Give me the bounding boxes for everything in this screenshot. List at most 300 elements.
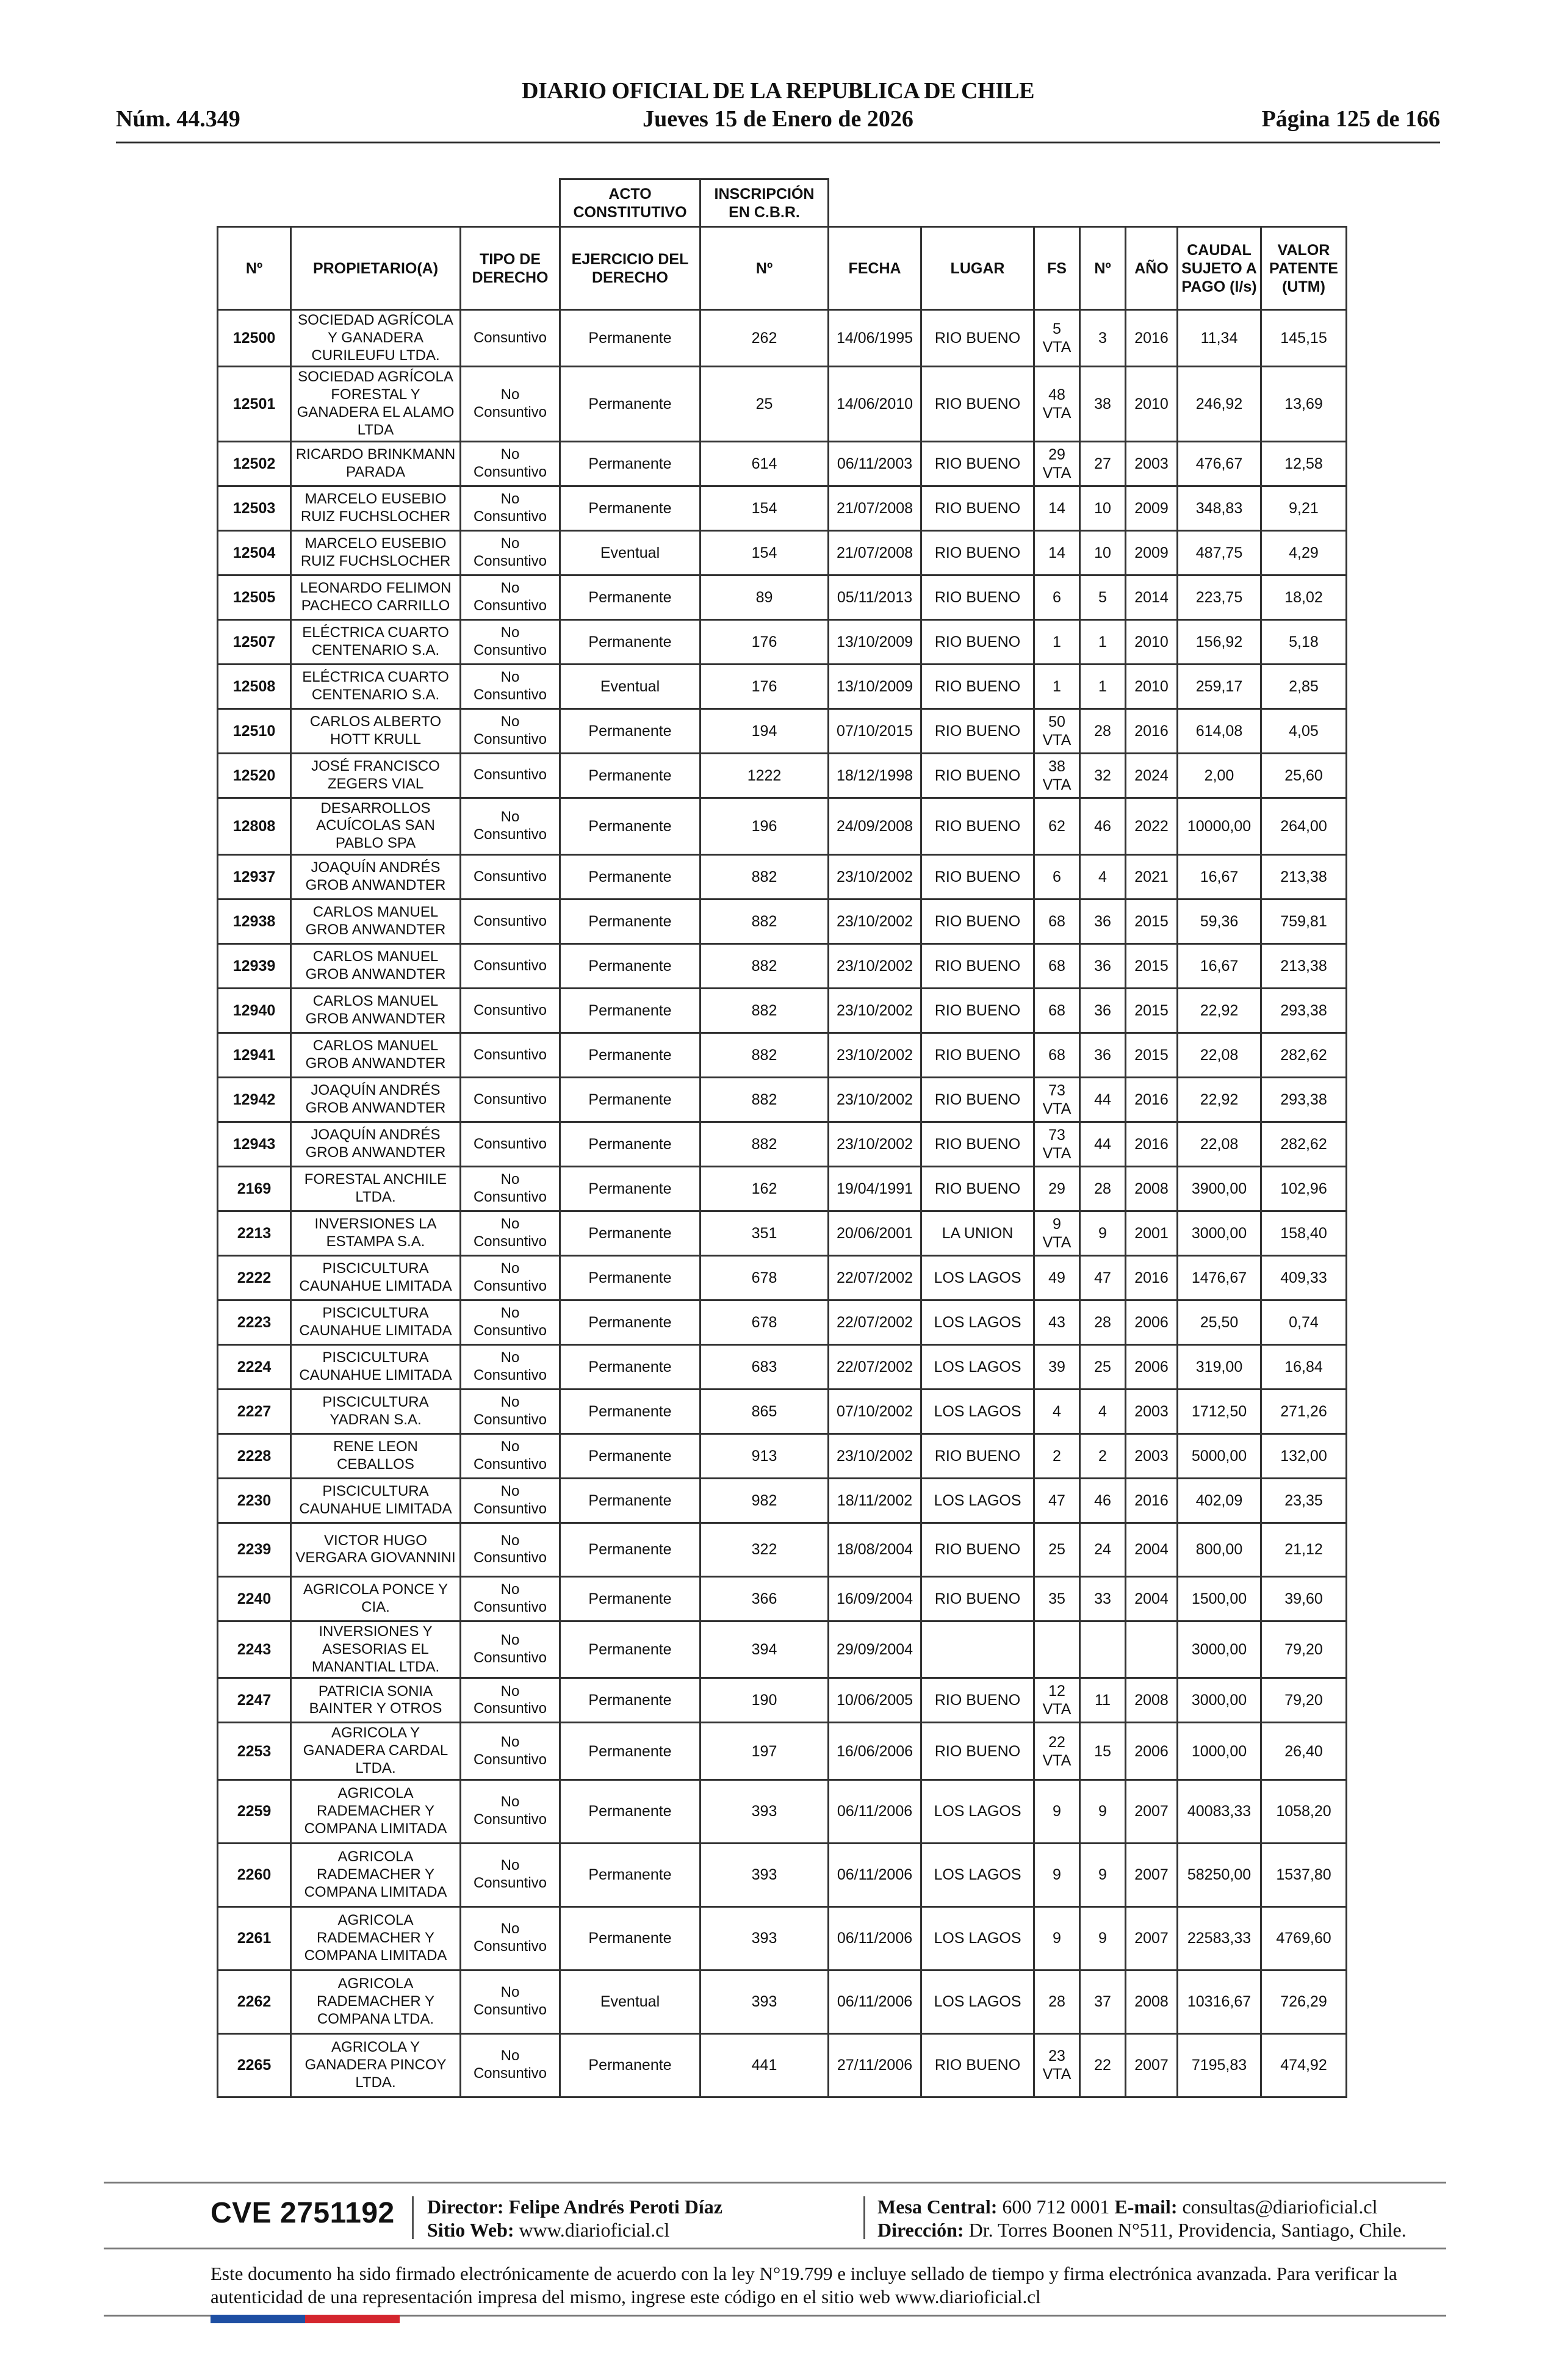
cell-inscripcion-numero: 678 <box>701 1255 829 1300</box>
cell-valor-patente: 18,02 <box>1261 575 1347 619</box>
cell-numero-registro: 1 <box>1080 619 1126 664</box>
cell-anio: 2007 <box>1126 2033 1178 2097</box>
cell-propietario: LEONARDO FELIMON PACHECO CARRILLO <box>291 575 461 619</box>
blank-header <box>218 179 291 227</box>
email-label: E-mail: <box>1114 2196 1178 2218</box>
cell-fs: 9 VTA <box>1034 1211 1080 1255</box>
cell-valor-patente: 271,26 <box>1261 1389 1347 1433</box>
cell-caudal: 10000,00 <box>1178 798 1261 854</box>
cell-anio: 2003 <box>1126 1389 1178 1433</box>
cell-numero: 12500 <box>218 310 291 367</box>
cell-inscripcion-numero: 394 <box>701 1621 829 1678</box>
cell-fs: 4 <box>1034 1389 1080 1433</box>
cell-fecha: 29/09/2004 <box>829 1621 921 1678</box>
cell-fecha: 23/10/2002 <box>829 943 921 988</box>
cell-numero: 2253 <box>218 1723 291 1780</box>
cell-fecha: 06/11/2006 <box>829 1843 921 1906</box>
cell-lugar: RIO BUENO <box>921 1166 1034 1211</box>
cell-fecha: 23/10/2002 <box>829 1122 921 1166</box>
table-row <box>218 1033 1347 1077</box>
cell-caudal: 614,08 <box>1178 709 1261 753</box>
cell-valor-patente: 1537,80 <box>1261 1843 1347 1906</box>
cell-anio: 2015 <box>1126 988 1178 1033</box>
cell-anio: 2014 <box>1126 575 1178 619</box>
cell-caudal: 3000,00 <box>1178 1678 1261 1723</box>
cell-inscripcion-numero: 882 <box>701 854 829 899</box>
cell-valor-patente: 79,20 <box>1261 1678 1347 1723</box>
cell-valor-patente: 293,38 <box>1261 988 1347 1033</box>
cell-caudal: 402,09 <box>1178 1478 1261 1523</box>
cell-valor-patente: 293,38 <box>1261 1077 1347 1122</box>
cell-valor-patente: 4769,60 <box>1261 1906 1347 1970</box>
cell-numero-registro: 28 <box>1080 709 1126 753</box>
cell-fecha: 18/11/2002 <box>829 1478 921 1523</box>
table-row <box>218 530 1347 575</box>
cell-tipo-derecho: No Consuntivo <box>461 1255 560 1300</box>
issue-number: Núm. 44.349 <box>116 106 240 132</box>
table-row <box>218 1970 1347 2033</box>
cell-propietario: PATRICIA SONIA BAINTER Y OTROS <box>291 1678 461 1723</box>
col-header-caudal: CAUDAL SUJETO A PAGO (l/s) <box>1178 227 1261 310</box>
cell-numero-registro: 3 <box>1080 310 1126 367</box>
table-row <box>218 1843 1347 1906</box>
cell-inscripcion-numero: 393 <box>701 1843 829 1906</box>
cell-fs: 38 VTA <box>1034 753 1080 798</box>
cell-ejercicio: Permanente <box>560 619 701 664</box>
table-row <box>218 709 1347 753</box>
col-header-tipo-derecho: TIPO DE DERECHO <box>461 227 560 310</box>
cell-inscripcion-numero: 196 <box>701 798 829 854</box>
cell-anio: 2007 <box>1126 1906 1178 1970</box>
table-row <box>218 1344 1347 1389</box>
cell-tipo-derecho: No Consuntivo <box>461 664 560 709</box>
table-row <box>218 664 1347 709</box>
cell-valor-patente: 2,85 <box>1261 664 1347 709</box>
page-number: Página 125 de 166 <box>1261 106 1440 132</box>
cell-fecha: 23/10/2002 <box>829 854 921 899</box>
cell-inscripcion-numero: 882 <box>701 1077 829 1122</box>
table-row <box>218 310 1347 367</box>
cell-propietario: SOCIEDAD AGRÍCOLA Y GANADERA CURILEUFU LTDA. <box>291 310 461 367</box>
cell-tipo-derecho: No Consuntivo <box>461 1166 560 1211</box>
cell-lugar: LA UNION <box>921 1211 1034 1255</box>
col-header-anio: AÑO <box>1126 227 1178 310</box>
cell-propietario: AGRICOLA RADEMACHER Y COMPANA LIMITADA <box>291 1906 461 1970</box>
cell-lugar: LOS LAGOS <box>921 1300 1034 1344</box>
cell-valor-patente: 102,96 <box>1261 1166 1347 1211</box>
cell-lugar: RIO BUENO <box>921 664 1034 709</box>
web-label: Sitio Web: <box>427 2219 514 2241</box>
cell-tipo-derecho: Consuntivo <box>461 854 560 899</box>
cell-caudal: 11,34 <box>1178 310 1261 367</box>
cell-propietario: MARCELO EUSEBIO RUIZ FUCHSLOCHER <box>291 530 461 575</box>
legal-notice: Este documento ha sido firmado electrónicamente de acuerdo con la ley N°19.799 e incluye sellado de tiempo y firma electrónica avanzada. Para verificar la autenticidad de una representación impresa del mismo, ingrese este código en el sitio web www.diarioficial.cl <box>211 2263 1397 2307</box>
cell-numero-registro: 44 <box>1080 1077 1126 1122</box>
cell-fs: 68 <box>1034 899 1080 943</box>
cell-lugar: RIO BUENO <box>921 899 1034 943</box>
cell-fecha: 10/06/2005 <box>829 1678 921 1723</box>
cell-fs: 68 <box>1034 1033 1080 1077</box>
cell-fecha: 18/08/2004 <box>829 1523 921 1576</box>
cell-ejercicio: Permanente <box>560 1344 701 1389</box>
cell-ejercicio: Permanente <box>560 1166 701 1211</box>
cell-lugar: RIO BUENO <box>921 753 1034 798</box>
cell-ejercicio: Permanente <box>560 1077 701 1122</box>
cell-fecha: 22/07/2002 <box>829 1255 921 1300</box>
cell-numero-registro: 46 <box>1080 1478 1126 1523</box>
cell-numero: 12938 <box>218 899 291 943</box>
cell-ejercicio: Permanente <box>560 2033 701 2097</box>
cell-propietario: JOAQUÍN ANDRÉS GROB ANWANDTER <box>291 1122 461 1166</box>
cell-anio: 2010 <box>1126 664 1178 709</box>
cell-tipo-derecho: No Consuntivo <box>461 1523 560 1576</box>
cell-inscripcion-numero: 865 <box>701 1389 829 1433</box>
address-value: Dr. Torres Boonen N°511, Providencia, Santiago, Chile. <box>968 2219 1407 2241</box>
cell-lugar <box>921 1621 1034 1678</box>
cell-valor-patente: 264,00 <box>1261 798 1347 854</box>
cell-tipo-derecho: No Consuntivo <box>461 2033 560 2097</box>
cell-anio: 2006 <box>1126 1300 1178 1344</box>
cell-valor-patente: 0,74 <box>1261 1300 1347 1344</box>
cell-propietario: AGRICOLA RADEMACHER Y COMPANA LIMITADA <box>291 1780 461 1843</box>
cell-tipo-derecho: No Consuntivo <box>461 1300 560 1344</box>
cell-numero-registro: 5 <box>1080 575 1126 619</box>
cell-ejercicio: Permanente <box>560 1621 701 1678</box>
cell-inscripcion-numero: 441 <box>701 2033 829 2097</box>
cell-inscripcion-numero: 194 <box>701 709 829 753</box>
cell-numero-registro: 38 <box>1080 367 1126 441</box>
cell-numero-registro: 32 <box>1080 753 1126 798</box>
cell-propietario: JOAQUÍN ANDRÉS GROB ANWANDTER <box>291 854 461 899</box>
cell-numero: 12939 <box>218 943 291 988</box>
cell-tipo-derecho: No Consuntivo <box>461 798 560 854</box>
cell-ejercicio: Permanente <box>560 441 701 486</box>
cell-propietario: RICARDO BRINKMANN PARADA <box>291 441 461 486</box>
cell-numero-registro: 27 <box>1080 441 1126 486</box>
cell-anio: 2009 <box>1126 486 1178 530</box>
cell-inscripcion-numero: 913 <box>701 1433 829 1478</box>
cell-caudal: 22,92 <box>1178 1077 1261 1122</box>
cell-fs: 1 <box>1034 664 1080 709</box>
cell-numero-registro: 33 <box>1080 1576 1126 1621</box>
cell-valor-patente: 12,58 <box>1261 441 1347 486</box>
table-row <box>218 1211 1347 1255</box>
col-header-ejercicio: EJERCICIO DEL DERECHO <box>560 227 701 310</box>
cell-numero: 12503 <box>218 486 291 530</box>
cell-numero-registro: 37 <box>1080 1970 1126 2033</box>
table-row <box>218 798 1347 854</box>
footer-separator <box>412 2196 414 2239</box>
cell-ejercicio: Permanente <box>560 854 701 899</box>
cell-valor-patente: 282,62 <box>1261 1122 1347 1166</box>
cell-anio: 2009 <box>1126 530 1178 575</box>
cell-anio: 2010 <box>1126 619 1178 664</box>
cell-lugar: RIO BUENO <box>921 1077 1034 1122</box>
cell-valor-patente: 282,62 <box>1261 1033 1347 1077</box>
cell-numero-registro: 9 <box>1080 1906 1126 1970</box>
cell-inscripcion-numero: 89 <box>701 575 829 619</box>
table-row <box>218 1723 1347 1780</box>
cell-fs: 29 VTA <box>1034 441 1080 486</box>
cell-numero: 2227 <box>218 1389 291 1433</box>
cell-fs: 6 <box>1034 854 1080 899</box>
page-header <box>116 76 1440 143</box>
cell-numero: 2243 <box>218 1621 291 1678</box>
cell-caudal: 319,00 <box>1178 1344 1261 1389</box>
cell-caudal: 22,08 <box>1178 1033 1261 1077</box>
cell-numero-registro: 10 <box>1080 486 1126 530</box>
footer-divider <box>104 2248 1446 2249</box>
cell-lugar: RIO BUENO <box>921 619 1034 664</box>
cell-valor-patente: 26,40 <box>1261 1723 1347 1780</box>
cell-caudal: 1476,67 <box>1178 1255 1261 1300</box>
cell-numero-registro: 4 <box>1080 1389 1126 1433</box>
cell-numero-registro: 10 <box>1080 530 1126 575</box>
cell-propietario: DESARROLLOS ACUÍCOLAS SAN PABLO SPA <box>291 798 461 854</box>
cell-lugar: RIO BUENO <box>921 943 1034 988</box>
cell-propietario: MARCELO EUSEBIO RUIZ FUCHSLOCHER <box>291 486 461 530</box>
table-row <box>218 1300 1347 1344</box>
cell-propietario: JOAQUÍN ANDRÉS GROB ANWANDTER <box>291 1077 461 1122</box>
cell-numero: 12941 <box>218 1033 291 1077</box>
table-row <box>218 988 1347 1033</box>
cell-fs: 43 <box>1034 1300 1080 1344</box>
col-header-lugar: LUGAR <box>921 227 1034 310</box>
cell-fecha: 13/10/2009 <box>829 619 921 664</box>
cell-fecha: 23/10/2002 <box>829 988 921 1033</box>
cell-fecha: 07/10/2002 <box>829 1389 921 1433</box>
cell-tipo-derecho: No Consuntivo <box>461 1621 560 1678</box>
cell-numero: 2228 <box>218 1433 291 1478</box>
cell-fecha: 23/10/2002 <box>829 1077 921 1122</box>
cell-caudal: 22,92 <box>1178 988 1261 1033</box>
director-block <box>427 2195 722 2241</box>
cell-numero: 12504 <box>218 530 291 575</box>
cell-lugar: RIO BUENO <box>921 1122 1034 1166</box>
cell-fs: 68 <box>1034 988 1080 1033</box>
cell-ejercicio: Permanente <box>560 1906 701 1970</box>
cell-numero: 2265 <box>218 2033 291 2097</box>
cell-fecha: 22/07/2002 <box>829 1300 921 1344</box>
cell-fecha: 06/11/2006 <box>829 1780 921 1843</box>
cell-propietario: INVERSIONES Y ASESORIAS EL MANANTIAL LTDA. <box>291 1621 461 1678</box>
cell-tipo-derecho: No Consuntivo <box>461 1433 560 1478</box>
blank-header <box>829 179 921 227</box>
cell-fs: 1 <box>1034 619 1080 664</box>
cell-anio <box>1126 1621 1178 1678</box>
table-row <box>218 367 1347 441</box>
cell-propietario: CARLOS MANUEL GROB ANWANDTER <box>291 943 461 988</box>
cell-ejercicio: Eventual <box>560 530 701 575</box>
cell-ejercicio: Permanente <box>560 709 701 753</box>
cell-tipo-derecho: No Consuntivo <box>461 1211 560 1255</box>
cell-fs: 49 <box>1034 1255 1080 1300</box>
cell-valor-patente: 9,21 <box>1261 486 1347 530</box>
cell-fs: 6 <box>1034 575 1080 619</box>
cell-tipo-derecho: No Consuntivo <box>461 1970 560 2033</box>
blank-header <box>1261 179 1347 227</box>
table-row <box>218 486 1347 530</box>
cell-fs: 68 <box>1034 943 1080 988</box>
blank-header <box>1034 179 1080 227</box>
cell-lugar: LOS LAGOS <box>921 1970 1034 2033</box>
cell-tipo-derecho: No Consuntivo <box>461 1344 560 1389</box>
cell-valor-patente: 13,69 <box>1261 367 1347 441</box>
cell-lugar: RIO BUENO <box>921 1678 1034 1723</box>
cell-inscripcion-numero: 162 <box>701 1166 829 1211</box>
cell-caudal: 223,75 <box>1178 575 1261 619</box>
cell-ejercicio: Permanente <box>560 486 701 530</box>
cell-lugar: RIO BUENO <box>921 1433 1034 1478</box>
cell-caudal: 3900,00 <box>1178 1166 1261 1211</box>
table-row <box>218 1122 1347 1166</box>
cell-anio: 2007 <box>1126 1780 1178 1843</box>
cell-caudal: 59,36 <box>1178 899 1261 943</box>
cell-inscripcion-numero: 882 <box>701 1122 829 1166</box>
cell-inscripcion-numero: 614 <box>701 441 829 486</box>
cell-inscripcion-numero: 882 <box>701 899 829 943</box>
cell-inscripcion-numero: 322 <box>701 1523 829 1576</box>
cell-caudal: 16,67 <box>1178 943 1261 988</box>
cell-numero: 12507 <box>218 619 291 664</box>
cell-numero: 12510 <box>218 709 291 753</box>
cell-lugar: RIO BUENO <box>921 530 1034 575</box>
cell-tipo-derecho: No Consuntivo <box>461 367 560 441</box>
cell-numero: 12502 <box>218 441 291 486</box>
table-row <box>218 2033 1347 2097</box>
cell-lugar: LOS LAGOS <box>921 1780 1034 1843</box>
cell-numero: 12501 <box>218 367 291 441</box>
cell-caudal: 40083,33 <box>1178 1780 1261 1843</box>
cell-anio: 2008 <box>1126 1166 1178 1211</box>
cell-fs: 73 VTA <box>1034 1122 1080 1166</box>
cell-valor-patente: 474,92 <box>1261 2033 1347 2097</box>
cell-inscripcion-numero: 882 <box>701 943 829 988</box>
address-label: Dirección: <box>877 2219 964 2241</box>
cell-valor-patente: 39,60 <box>1261 1576 1347 1621</box>
cell-fs: 47 <box>1034 1478 1080 1523</box>
cell-propietario: PISCICULTURA CAUNAHUE LIMITADA <box>291 1478 461 1523</box>
cell-valor-patente: 4,05 <box>1261 709 1347 753</box>
table-row <box>218 1389 1347 1433</box>
issue-date: Jueves 15 de Enero de 2026 <box>643 106 913 132</box>
cell-numero-registro: 47 <box>1080 1255 1126 1300</box>
cell-ejercicio: Permanente <box>560 1300 701 1344</box>
web-link[interactable]: www.diarioficial.cl <box>519 2219 670 2241</box>
publication-title: DIARIO OFICIAL DE LA REPUBLICA DE CHILE <box>522 78 1034 104</box>
cell-fecha: 24/09/2008 <box>829 798 921 854</box>
cell-propietario: CARLOS ALBERTO HOTT KRULL <box>291 709 461 753</box>
cell-fecha: 21/07/2008 <box>829 530 921 575</box>
table-row <box>218 854 1347 899</box>
flag-stripe-red <box>305 2315 400 2323</box>
cell-caudal: 156,92 <box>1178 619 1261 664</box>
cell-lugar: RIO BUENO <box>921 709 1034 753</box>
cell-propietario: CARLOS MANUEL GROB ANWANDTER <box>291 899 461 943</box>
cell-numero-registro: 11 <box>1080 1678 1126 1723</box>
cell-inscripcion-numero: 982 <box>701 1478 829 1523</box>
cell-ejercicio: Permanente <box>560 310 701 367</box>
cell-inscripcion-numero: 190 <box>701 1678 829 1723</box>
cell-caudal: 3000,00 <box>1178 1211 1261 1255</box>
cell-fecha: 06/11/2006 <box>829 1906 921 1970</box>
email-link[interactable]: consultas@diarioficial.cl <box>1182 2196 1378 2218</box>
cell-anio: 2016 <box>1126 1122 1178 1166</box>
cell-ejercicio: Permanente <box>560 1211 701 1255</box>
cell-ejercicio: Permanente <box>560 1780 701 1843</box>
cell-fecha: 14/06/2010 <box>829 367 921 441</box>
cell-valor-patente: 5,18 <box>1261 619 1347 664</box>
cell-caudal: 25,50 <box>1178 1300 1261 1344</box>
cell-caudal: 800,00 <box>1178 1523 1261 1576</box>
cell-fs: 23 VTA <box>1034 2033 1080 2097</box>
cell-lugar: RIO BUENO <box>921 441 1034 486</box>
cell-anio: 2006 <box>1126 1723 1178 1780</box>
cell-numero-registro: 4 <box>1080 854 1126 899</box>
cell-anio: 2016 <box>1126 1255 1178 1300</box>
cell-fecha: 20/06/2001 <box>829 1211 921 1255</box>
cell-lugar: RIO BUENO <box>921 1033 1034 1077</box>
cell-lugar: RIO BUENO <box>921 575 1034 619</box>
cell-numero-registro: 36 <box>1080 1033 1126 1077</box>
cell-anio: 2010 <box>1126 367 1178 441</box>
cell-caudal: 58250,00 <box>1178 1843 1261 1906</box>
table-row <box>218 619 1347 664</box>
cell-fecha: 14/06/1995 <box>829 310 921 367</box>
cell-anio: 2016 <box>1126 1478 1178 1523</box>
cell-lugar: RIO BUENO <box>921 1576 1034 1621</box>
cell-numero-registro: 2 <box>1080 1433 1126 1478</box>
cell-propietario: RENE LEON CEBALLOS <box>291 1433 461 1478</box>
cell-propietario: PISCICULTURA CAUNAHUE LIMITADA <box>291 1255 461 1300</box>
cell-lugar: RIO BUENO <box>921 798 1034 854</box>
cell-inscripcion-numero: 882 <box>701 988 829 1033</box>
cell-caudal: 22583,33 <box>1178 1906 1261 1970</box>
cell-tipo-derecho: No Consuntivo <box>461 441 560 486</box>
cell-numero: 2230 <box>218 1478 291 1523</box>
cell-fecha: 23/10/2002 <box>829 1433 921 1478</box>
cell-tipo-derecho: No Consuntivo <box>461 1389 560 1433</box>
cell-anio: 2024 <box>1126 753 1178 798</box>
blank-header <box>291 179 461 227</box>
cell-ejercicio: Permanente <box>560 798 701 854</box>
cell-anio: 2008 <box>1126 1970 1178 2033</box>
cell-tipo-derecho: No Consuntivo <box>461 1478 560 1523</box>
cell-tipo-derecho: No Consuntivo <box>461 1678 560 1723</box>
cell-fecha: 16/06/2006 <box>829 1723 921 1780</box>
cell-fecha: 16/09/2004 <box>829 1576 921 1621</box>
cell-ejercicio: Eventual <box>560 664 701 709</box>
cell-numero: 12937 <box>218 854 291 899</box>
cell-fs: 22 VTA <box>1034 1723 1080 1780</box>
cell-numero: 2239 <box>218 1523 291 1576</box>
table-row <box>218 1523 1347 1576</box>
cell-lugar: RIO BUENO <box>921 486 1034 530</box>
table-row <box>218 1077 1347 1122</box>
cell-ejercicio: Permanente <box>560 899 701 943</box>
cell-valor-patente: 759,81 <box>1261 899 1347 943</box>
cell-numero-registro: 28 <box>1080 1166 1126 1211</box>
cell-tipo-derecho: Consuntivo <box>461 1122 560 1166</box>
cell-numero: 2247 <box>218 1678 291 1723</box>
cell-lugar: LOS LAGOS <box>921 1478 1034 1523</box>
cell-fecha: 05/11/2013 <box>829 575 921 619</box>
cell-valor-patente: 1058,20 <box>1261 1780 1347 1843</box>
cell-ejercicio: Permanente <box>560 1478 701 1523</box>
cell-lugar: LOS LAGOS <box>921 1906 1034 1970</box>
cell-tipo-derecho: No Consuntivo <box>461 1906 560 1970</box>
cell-anio: 2015 <box>1126 899 1178 943</box>
